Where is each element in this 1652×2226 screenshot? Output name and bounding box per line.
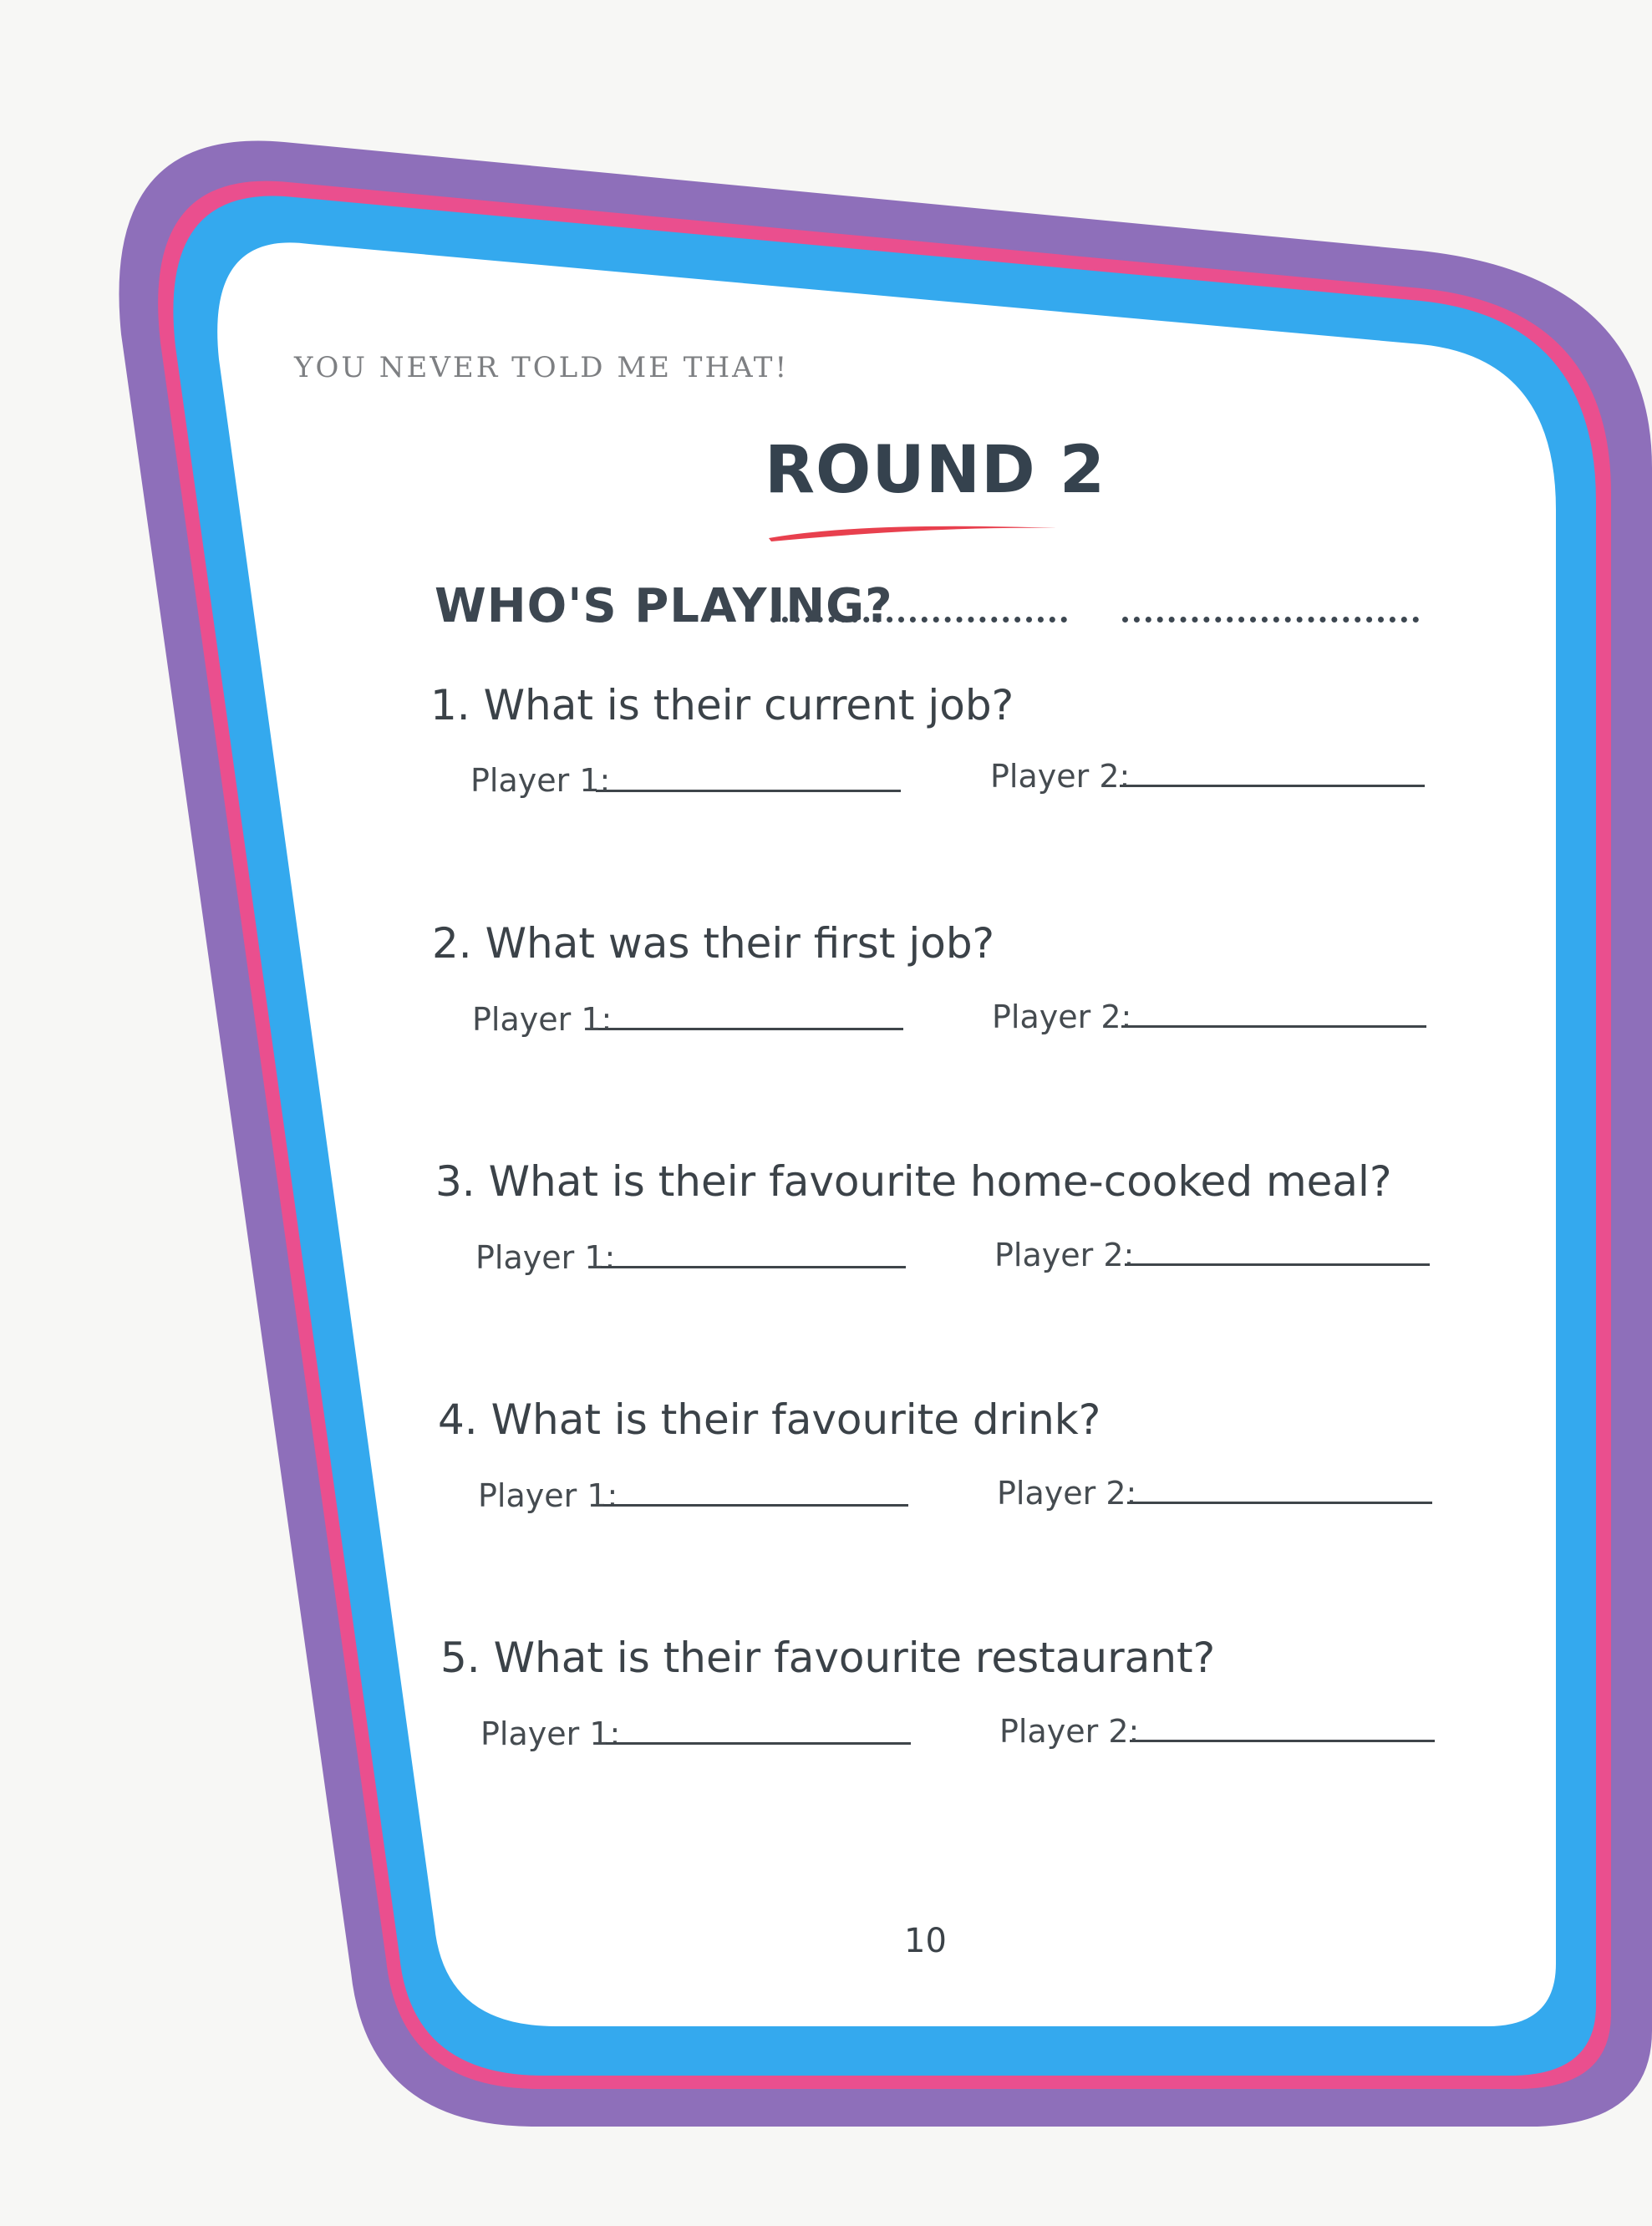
question-4: 4. What is their favourite drink? (438, 1395, 1101, 1444)
q1-player-2-label: Player 2: (990, 758, 1131, 795)
q3-player-2-label: Player 2: (994, 1237, 1135, 1273)
q3-player-1-label: Player 1: (475, 1239, 616, 1276)
q5-player-2-answer-line[interactable] (1130, 1740, 1435, 1742)
q1-player-1-label: Player 1: (470, 762, 611, 799)
round-underline-brush (765, 518, 1062, 543)
q5-player-1-answer-line[interactable] (606, 1742, 911, 1745)
book-title: YOU NEVER TOLD ME THAT! (294, 351, 790, 384)
question-3: 3. What is their favourite home-cooked meal? (435, 1157, 1392, 1206)
q4-player-2-answer-line[interactable] (1127, 1502, 1432, 1504)
q5-player-1-label: Player 1: (480, 1715, 621, 1752)
q1-player-2-answer-line[interactable] (1120, 785, 1425, 787)
white-panel (217, 242, 1556, 2026)
question-1: 1. What is their current job? (430, 681, 1014, 729)
q4-player-1-answer-line[interactable] (603, 1504, 908, 1507)
q2-player-1-answer-line[interactable] (598, 1028, 903, 1030)
q2-player-1-label: Player 1: (472, 1001, 613, 1038)
player-two-name-field[interactable] (1122, 617, 1419, 623)
player-one-name-field[interactable] (770, 617, 1067, 623)
q2-player-2-label: Player 2: (992, 999, 1132, 1035)
q5-player-2-label: Player 2: (999, 1713, 1140, 1750)
round-title: ROUND 2 (765, 433, 1106, 508)
question-2: 2. What was their first job? (432, 919, 995, 968)
q1-player-1-answer-line[interactable] (596, 790, 901, 792)
q4-player-1-label: Player 1: (478, 1477, 618, 1514)
q3-player-2-answer-line[interactable] (1125, 1263, 1430, 1266)
q4-player-2-label: Player 2: (997, 1475, 1137, 1512)
question-5: 5. What is their favourite restaurant? (440, 1634, 1216, 1682)
page-number: 10 (904, 1922, 947, 1960)
q2-player-2-answer-line[interactable] (1121, 1025, 1426, 1028)
whos-playing-label: WHO'S PLAYING? (435, 579, 893, 633)
q3-player-1-answer-line[interactable] (601, 1266, 906, 1268)
